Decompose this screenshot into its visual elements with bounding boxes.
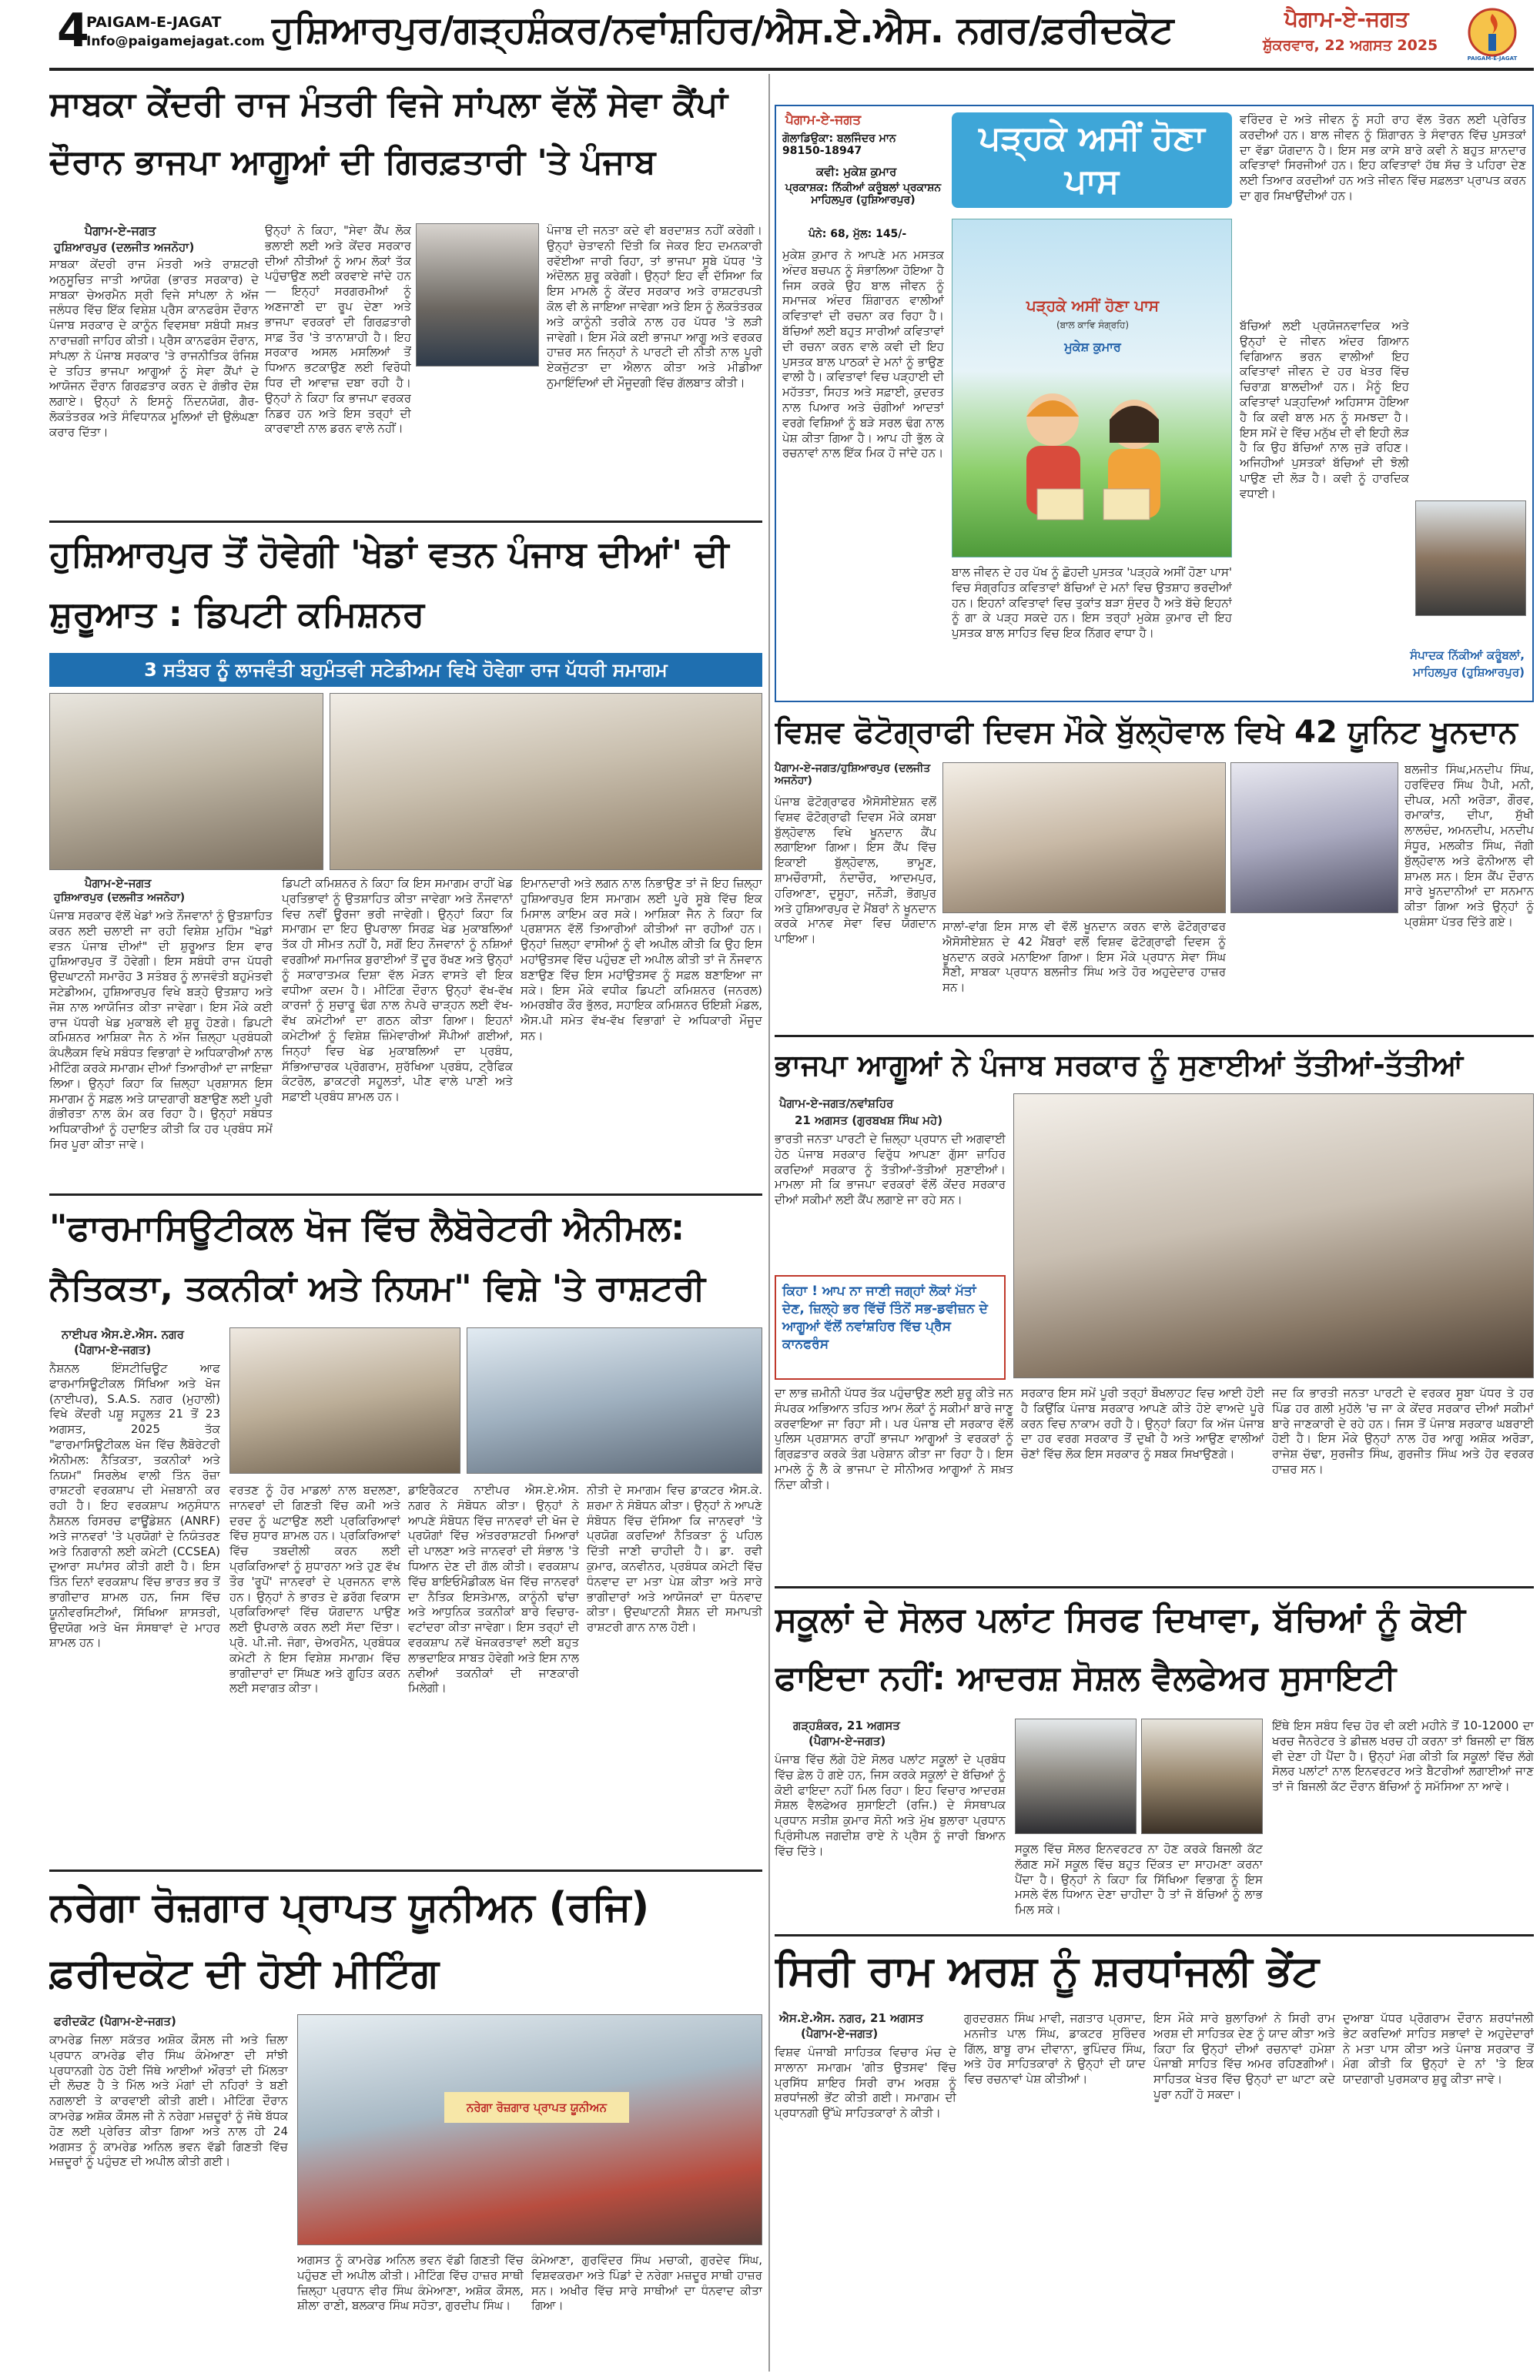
a2-col2: ਡਿਪਟੀ ਕਮਿਸ਼ਨਰ ਨੇ ਕਿਹਾ ਕਿ ਇਸ ਸਮਾਗਮ ਰਾਹੀਂ ਖੇਡ ਪ੍ਰਤਿਭਾਵਾਂ ਨੂੰ ਉਤਸ਼ਾਹਿਤ ਕੀਤਾ ਜਾਵੇਗਾ ਅਤੇ ਨੌਜਵਾਨਾਂ ਵਿਚ ਨਵੀਂ ਊਰਜਾ ਭਰੀ ਜਾਵੇਗੀ। ਉਨ੍ਹਾਂ ਕਿਹਾ ਕਿ ਸਮਾਗਮ ਦਾ ਇਹ ਉਪਰਾਲਾ ਸਿਰਫ਼ ਖੇਡ ਮੁਕਾਬਲਿਆਂ ਤੱਕ ਹੀ ਸੀਮਤ ਨਹੀਂ ਹੈ, ਸਗੋਂ ਇਹ ਨੌਜਵਾਨਾਂ ਨੂੰ ਨਸ਼ਿਆਂ ਵਰਗੀਆਂ ਸਮਾਜਿਕ ਬੁਰਾਈਆਂ ਤੋਂ ਦੂਰ ਰੱਖਣ ਅਤੇ ਉਨ੍ਹਾਂ ਨੂੰ ਸਕਾਰਾਤਮਕ ਦਿਸ਼ਾ ਵੱਲ ਮੋੜਨ ਵਾਸਤੇ ਵੀ ਇਕ ਵਧੀਆ ਕਦਮ ਹੈ। ਮੀਟਿੰਗ ਦੌਰਾਨ ਉਨ੍ਹਾਂ ਵੱਖ-ਵੱਖ ਕਾਰਜਾਂ ਨੂੰ ਸੁਚਾਰੂ ਢੰਗ ਨਾਲ ਨੇਪਰੇ ਚਾੜ੍ਹਨ ਲਈ ਵੱਖ-ਵੱਖ ਕਮੇਟੀਆਂ ਦਾ ਗਠਨ ਕੀਤਾ ਗਿਆ। ਇਹਨਾਂ ਕਮੇਟੀਆਂ ਨੂੰ ਵਿਸ਼ੇਸ਼ ਜ਼ਿੰਮੇਵਾਰੀਆਂ ਸੌਂਪੀਆਂ ਗਈਆਂ, ਜਿਨ੍ਹਾਂ ਵਿਚ ਖੇਡ ਮੁਕਾਬਲਿਆਂ ਦਾ ਪ੍ਰਬੰਧ, ਸੱਭਿਆਚਾਰਕ ਪ੍ਰੋਗਰਾਮ, ਸੁਰੱਖਿਆ ਪ੍ਰਬੰਧ, ਟ੍ਰੈਫਿਕ ਕੰਟਰੋਲ, ਡਾਕਟਰੀ ਸਹੂਲਤਾਂ, ਪੀਣ ਵਾਲੇ ਪਾਣੀ ਅਤੇ ਸਫ਼ਾਈ ਪ੍ਰਬੰਧ ਸ਼ਾਮਲ ਹਨ। <box>282 876 513 1104</box>
book-cover <box>952 219 1232 557</box>
a4-place: ਫਰੀਦਕੋਟ (ਪੈਗਾਮ-ਏ-ਜਗਤ) <box>54 2014 176 2028</box>
a8-col3: ਇਸ ਮੌਕੇ ਸਾਰੇ ਬੁਲਾਰਿਆਂ ਨੇ ਸਿਰੀ ਰਾਮ ਅਰਸ਼ ਦੀ ਸਾਹਿਤਕ ਦੇਣ ਨੂੰ ਯਾਦ ਕੀਤਾ ਅਤੇ ਕਿਹਾ ਕਿ ਉਨ੍ਹਾਂ ਦੀਆਂ ਰਚਨਾਵਾਂ ਹਮੇਸ਼ਾ ਪੰਜਾਬੀ ਸਾਹਿਤ ਵਿੱਚ ਅਮਰ ਰਹਿਣਗੀਆਂ। ਸਾਹਿਤਕ ਖੇਤਰ ਵਿੱਚ ਉਨ੍ਹਾਂ ਦਾ ਘਾਟਾ ਕਦੇ ਪੂਰਾ ਨਹੀਂ ਹੋ ਸਕਦਾ। <box>1153 2011 1335 2101</box>
headline-pharma: "ਫਾਰਮਾਸਿਊਟੀਕਲ ਖੋਜ ਵਿੱਚ ਲੈਬੋਰੇਟਰੀ ਐਨੀਮਲ: ਨੈਤਿਕਤਾ, ਤਕਨੀਕਾਂ ਅਤੇ ਨਿਯਮ" ਵਿਸ਼ੇ 'ਤੇ ਰਾਸ਼ਟਰੀ <box>49 1207 705 1308</box>
a2-strap: 3 ਸਤੰਬਰ ਨੂੰ ਲਾਜਵੰਤੀ ਬਹੁਮੰਤਵੀ ਸਟੇਡੀਅਮ ਵਿਖੇ ਹੋਵੇਗਾ ਰਾਜ ਪੱਧਰੀ ਸਮਾਗਮ <box>49 653 762 687</box>
a5-photo-left <box>942 762 1226 913</box>
rule-a3 <box>49 1870 762 1872</box>
a7-byline: (ਪੈਗਾਮ-ਏ-ਜਗਤ) <box>808 1734 886 1748</box>
headline-narega: ਨਰੇਗਾ ਰੋਜ਼ਗਾਰ ਪ੍ਰਾਪਤ ਯੂਨੀਅਨ (ਰਜਿ) ਫ਼ਰੀਦਕੋਟ ਦੀ ਹੋਈ ਮੀਟਿੰਗ <box>49 1884 650 1997</box>
brand-name-pb: ਪੈਗਾਮ-ਏ-ਜਗਤ <box>1284 6 1409 32</box>
cover-author: ਮੁਕੇਸ਼ ਕੁਮਾਰ <box>1064 340 1121 354</box>
a6-col1: ਦਾ ਲਾਭ ਜ਼ਮੀਨੀ ਪੱਧਰ ਤੱਕ ਪਹੁੰਚਾਉਣ ਲਈ ਸ਼ੁਰੂ ਕੀਤੇ ਜਨ ਸੰਪਰਕ ਅਭਿਆਨ ਤਹਿਤ ਆਮ ਲੋਕਾਂ ਨੂੰ ਸਕੀਮਾਂ ਬਾਰੇ ਜਾਣੂ ਕਰਵਾਇਆ ਜਾ ਰਿਹਾ ਸੀ। ਪਰ ਪੰਜਾਬ ਦੀ ਸਰਕਾਰ ਵੱਲੋਂ ਪੁਲਿਸ ਪ੍ਰਸ਼ਾਸਨ ਰਾਹੀਂ ਭਾਜਪਾ ਆਗੂਆਂ ਤੇ ਵਰਕਰਾਂ ਨੂੰ ਗ੍ਰਿਫ਼ਤਾਰ ਕਰਕੇ ਤੰਗ ਪਰੇਸ਼ਾਨ ਕੀਤਾ ਜਾ ਰਿਹਾ ਹੈ। ਇਸ ਮਾਮਲੇ ਨੂੰ ਲੈ ਕੇ ਭਾਜਪਾ ਦੇ ਸੀਨੀਅਰ ਆਗੂਆਂ ਨੇ ਸਖ਼ਤ ਨਿੰਦਾ ਕੀਤੀ। <box>775 1386 1013 1491</box>
a5-photo-right <box>1230 762 1398 913</box>
headline-khedan: ਹੁਸ਼ਿਆਰਪੁਰ ਤੋਂ ਹੋਵੇਗੀ 'ਖੇਡਾਂ ਵਤਨ ਪੰਜਾਬ ਦੀਆਂ' ਦੀ ਸ਼ੁਰੂਆਤ : ਡਿਪਟੀ ਕਮਿਸ਼ਨਰ <box>49 533 729 634</box>
a7-place: ਗੜ੍ਹਸ਼ੰਕਰ, 21 ਅਗਸਤ <box>793 1719 900 1732</box>
a8-col2: ਗੁਰਦਰਸ਼ਨ ਸਿੰਘ ਮਾਵੀ, ਜਗਤਾਰ ਪ੍ਰਸਾਦ, ਮਨਜੀਤ ਪਾਲ ਸਿੰਘ, ਡਾਕਟਰ ਸੁਰਿੰਦਰ ਗਿੱਲ, ਬਾਬੂ ਰਾਮ ਦੀਵਾਨਾ, ਭੁਪਿੰਦਰ ਸਿੰਘ, ਅਤੇ ਹੋਰ ਸਾਹਿਤਕਾਰਾਂ ਨੇ ਉਨ੍ਹਾਂ ਦੀ ਯਾਦ ਵਿਚ ਰਚਨਾਵਾਂ ਪੇਸ਼ ਕੀਤੀਆਂ। <box>964 2011 1146 2087</box>
book-title-card <box>952 112 1232 208</box>
masthead-cities: ਹੁਸ਼ਿਆਰਪੁਰ/ਗੜ੍ਹਸ਼ੰਕਰ/ਨਵਾਂਸ਼ਹਿਰ/ਐਸ.ਏ.ਐਸ. ਨਗਰ/ਫ਼ਰੀਦਕੋਟ <box>271 8 1174 52</box>
cover-title: ਪੜ੍ਹਕੇ ਅਸੀਂ ਹੋਣਾ ਪਾਸ <box>1026 296 1160 315</box>
brand-logo <box>1454 3 1531 65</box>
book-badge: ਪੈਗਾਮ-ਏ-ਜਗਤ <box>785 112 862 128</box>
headline-tribute: ਸਿਰੀ ਰਾਮ ਅਰਸ਼ ਨੂੰ ਸ਼ਰਧਾਂਜਲੀ ਭੇਂਟ <box>775 1947 1320 1995</box>
headline-photography: ਵਿਸ਼ਵ ਫੋਟੋਗ੍ਰਾਫੀ ਦਿਵਸ ਮੌਕੇ ਬੁੱਲ੍ਹੋਵਾਲ ਵਿਖੇ 42 ਯੂਨਿਟ ਖੂਨਦਾਨ <box>775 715 1518 750</box>
a5-col2: ਸਾਲਾਂ-ਵਾਂਗ ਇਸ ਸਾਲ ਵੀ ਵੱਲੋਂ ਖੂਨਦਾਨ ਕਰਨ ਵਾਲੇ ਫੋਟੋਗ੍ਰਾਫਰ ਐਸੋਸੀਏਸ਼ਨ ਦੇ 42 ਮੈਂਬਰਾਂ ਵਲੋਂ ਵਿਸ਼ਵ ਫੋਟੋਗ੍ਰਾਫੀ ਦਿਵਸ ਨੂੰ ਖੂਨਦਾਨ ਕਰਕੇ ਮਨਾਇਆ ਗਿਆ। ਇਸ ਮੌਕੇ ਪ੍ਰਧਾਨ ਸੇਵਾ ਸਿੰਘ ਸੈਣੀ, ਸਾਬਕਾ ਪ੍ਰਧਾਨ ਬਲਜੀਤ ਸਿੰਘ ਅਤੇ ਹੋਰ ਅਹੁਦੇਦਾਰ ਹਾਜ਼ਰ ਸਨ। <box>942 919 1226 995</box>
column-divider <box>768 74 770 2372</box>
a6-place: ਪੈਗਾਮ-ਏ-ਜਗਤ/ਨਵਾਂਸ਼ਹਿਰ <box>779 1096 894 1110</box>
brand-email: Info@paigamejagat.com <box>86 34 265 49</box>
a4-photo <box>297 2014 762 2245</box>
masthead-date: ਸ਼ੁੱਕਰਵਾਰ, 22 ਅਗਸਤ 2025 <box>1263 37 1438 54</box>
book-col1: ਮੁਕੇਸ਼ ਕੁਮਾਰ ਨੇ ਆਪਣੇ ਮਨ ਮਸਤਕ ਅੰਦਰ ਬਚਪਨ ਨੂੰ ਸੰਭਾਲਿਆ ਹੋਇਆ ਹੈ ਜਿਸ ਕਰਕੇ ਉਹ ਬਾਲ ਜੀਵਨ ਨੂੰ ਸਮਾਜਕ ਅੰਦਰ ਸ਼ਿੰਗਾਰਨ ਵਾਲੀਆਂ ਕਵਿਤਾਵਾਂ ਦੀ ਰਚਨਾ ਕਰ ਰਿਹਾ ਹੈ। ਬੱਚਿਆਂ ਲਈ ਬਹੁਤ ਸਾਰੀਆਂ ਕਵਿਤਾਵਾਂ ਦੀ ਰਚਨਾ ਕਰਨ ਵਾਲੇ ਕਵੀ ਦੀ ਇਹ ਪੁਸਤਕ ਬਾਲ ਪਾਠਕਾਂ ਦੇ ਮਨਾਂ ਨੂੰ ਭਾਉਣ ਵਾਲੀ ਹੈ। ਕਵਿਤਾਵਾਂ ਵਿਚ ਪੜ੍ਹਾਈ ਦੀ ਮਹੱਤਤਾ, ਸਿਹਤ ਅਤੇ ਸਫ਼ਾਈ, ਕੁਦਰਤ ਨਾਲ ਪਿਆਰ ਅਤੇ ਚੰਗੀਆਂ ਆਦਤਾਂ ਵਰਗੇ ਵਿਸ਼ਿਆਂ ਨੂੰ ਬੜੇ ਸਰਲ ਢੰਗ ਨਾਲ ਪੇਸ਼ ਕੀਤਾ ਗਿਆ ਹੈ। ਆਪ ਹੀ ਭੁੱਲ ਕੇ ਰਚਨਾਵਾਂ ਨਾਲ ਇੱਕ ਮਿਕ ਹੋ ਜਾਂਦੇ ਹਨ। <box>782 248 944 460</box>
headline-bjp: ਭਾਜਪਾ ਆਗੂਆਂ ਨੇ ਪੰਜਾਬ ਸਰਕਾਰ ਨੂੰ ਸੁਣਾਈਆਂ ਤੱਤੀਆਂ-ਤੱਤੀਆਂ <box>775 1048 1464 1082</box>
a1-col1: ਸਾਬਕਾ ਕੇਂਦਰੀ ਰਾਜ ਮੰਤਰੀ ਅਤੇ ਰਾਸ਼ਟਰੀ ਅਨੁਸੂਚਿਤ ਜਾਤੀ ਆਯੋਗ (ਭਾਰਤ ਸਰਕਾਰ) ਦੇ ਸਾਬਕਾ ਚੇਅਰਮੈਨ ਸ੍ਰੀ ਵਿਜੇ ਸਾਂਪਲਾ ਨੇ ਅੱਜ ਜਲੰਧਰ ਵਿੱਚ ਇੱਕ ਵਿਸ਼ੇਸ਼ ਪ੍ਰੈਸ ਕਾਨਫਰੰਸ ਦੌਰਾਨ ਪੰਜਾਬ ਸਰਕਾਰ ਦੇ ਕਾਨੂੰਨ ਵਿਵਸਥਾ ਸਬੰਧੀ ਸਖ਼ਤ ਨਾਰਾਜ਼ਗੀ ਜਾਹਿਰ ਕੀਤੀ। ਪ੍ਰੈਸ ਕਾਨਫਰੰਸ ਦੌਰਾਨ, ਸਾਂਪਲਾ ਨੇ ਪੰਜਾਬ ਸਰਕਾਰ 'ਤੇ ਰਾਜਨੀਤਿਕ ਰੰਜਿਸ਼ ਦੇ ਤਹਿਤ ਭਾਜਪਾ ਆਗੂਆਂ ਨੂੰ ਸੇਵਾ ਕੈਂਪਾਂ ਦੇ ਆਯੋਜਨ ਦੌਰਾਨ ਗਿਰਫ਼ਤਾਰ ਕਰਨ ਦੇ ਗੰਭੀਰ ਦੋਸ਼ ਲਗਾਏ। ਉਨ੍ਹਾਂ ਨੇ ਇਸਨੂੰ ਨਿੰਦਨਯੋਗ, ਗੈਰ-ਲੋਕਤੰਤਰਕ ਅਤੇ ਸੰਵਿਧਾਨਕ ਮੂਲਿਆਂ ਦੀ ਉਲੰਘਣਾ ਕਰਾਰ ਦਿੱਤਾ। <box>49 257 259 439</box>
book-sig-name: ਸੰਪਾਦਕ ਨਿੱਕੀਆਂ ਕਰੂੰਬਲਾਂ, <box>1410 648 1525 662</box>
a8-col1: ਵਿਸ਼ਵ ਪੰਜਾਬੀ ਸਾਹਿਤਕ ਵਿਚਾਰ ਮੰਚ ਦੇ ਸਾਲਾਨਾ ਸਮਾਗਮ 'ਗੀਤ ਉਤਸਵ' ਵਿੱਚ ਪ੍ਰਸਿੱਧ ਸ਼ਾਇਰ ਸਿਰੀ ਰਾਮ ਅਰਸ਼ ਨੂੰ ਸ਼ਰਧਾਂਜਲੀ ਭੇਂਟ ਕੀਤੀ ਗਈ। ਸਮਾਗਮ ਦੀ ਪ੍ਰਧਾਨਗੀ ਉੱਘੇ ਸਾਹਿਤਕਾਰਾਂ ਨੇ ਕੀਤੀ। <box>775 2045 956 2121</box>
a3-col1: ਨੈਸ਼ਨਲ ਇੰਸਟੀਚਿਊਟ ਆਫ ਫਾਰਮਾਸਿਊਟੀਕਲ ਸਿੱਖਿਆ ਅਤੇ ਖੋਜ (ਨਾਈਪਰ), S.A.S. ਨਗਰ (ਮੁਹਾਲੀ) ਵਿਖੇ ਕੇਂਦਰੀ ਪਸ਼ੂ ਸਹੂਲਤ 21 ਤੋਂ 23 ਅਗਸਤ, 2025 ਤੱਕ "ਫਾਰਮਾਸਿਊਟੀਕਲ ਖੋਜ ਵਿੱਚ ਲੈਬੋਰੇਟਰੀ ਐਨੀਮਲ: ਨੈਤਿਕਤਾ, ਤਕਨੀਕਾਂ ਅਤੇ ਨਿਯਮ" ਸਿਰਲੇਖ ਵਾਲੀ ਤਿੰਨ ਰੋਜ਼ਾ ਰਾਸ਼ਟਰੀ ਵਰਕਸ਼ਾਪ ਦੀ ਮੇਜ਼ਬਾਨੀ ਕਰ ਰਹੀ ਹੈ। ਇਹ ਵਰਕਸ਼ਾਪ ਅਨੁਸੰਧਾਨ ਨੈਸ਼ਨਲ ਰਿਸਰਚ ਫਾਊਂਡੇਸ਼ਨ (ANRF) ਅਤੇ ਜਾਨਵਰਾਂ 'ਤੇ ਪ੍ਰਯੋਗਾਂ ਦੇ ਨਿਯੰਤਰਣ ਅਤੇ ਨਿਗਰਾਨੀ ਲਈ ਕਮੇਟੀ (CCSEA) ਦੁਆਰਾ ਸਪਾਂਸਰ ਕੀਤੀ ਗਈ ਹੈ। ਇਸ ਤਿੰਨ ਦਿਨਾਂ ਵਰਕਸ਼ਾਪ ਵਿੱਚ ਭਾਰਤ ਭਰ ਤੋਂ ਭਾਗੀਦਾਰ ਸ਼ਾਮਲ ਹਨ, ਜਿਸ ਵਿੱਚ ਯੂਨੀਵਰਸਿਟੀਆਂ, ਸਿੱਖਿਆ ਸ਼ਾਸਤਰੀ, ਉਦਯੋਗ ਅਤੇ ਖੋਜ ਸੰਸਥਾਵਾਂ ਦੇ ਮਾਹਰ ਸ਼ਾਮਲ ਹਨ। <box>49 1361 220 1650</box>
page-number: 4 <box>57 4 89 58</box>
a7-col3: ਇੱਥੇ ਇਸ ਸਬੰਧ ਵਿਚ ਹੋਰ ਵੀ ਕਈ ਮਹੀਨੇ ਤੋਂ 10-12000 ਦਾ ਖਰਚ ਜੈਨਰੇਟਰ ਤੇ ਡੀਜ਼ਲ ਖਰਚ ਹੀ ਕਰਨਾ ਤਾਂ ਬਿਜਲੀ ਦਾ ਬਿੱਲ ਵੀ ਦੇਣਾ ਹੀ ਪੈਂਦਾ ਹੈ। ਉਨ੍ਹਾਂ ਮੰਗ ਕੀਤੀ ਕਿ ਸਕੂਲਾਂ ਵਿੱਚ ਲੱਗੇ ਸੋਲਰ ਪਲਾਂਟਾਂ ਨਾਲ ਇਨਵਰਟਰ ਅਤੇ ਬੈਟਰੀਆਂ ਲਗਾਈਆਂ ਜਾਣ ਤਾਂ ਜੋ ਬਿਜਲੀ ਕੱਟ ਦੌਰਾਨ ਬੱਚਿਆਂ ਨੂੰ ਸਮੱਸਿਆ ਨਾ ਆਵੇ। <box>1272 1719 1534 1794</box>
cover-sub: (ਬਾਲ ਕਾਵਿ ਸੰਗ੍ਰਹਿ) <box>1056 320 1130 330</box>
rule-a2 <box>49 1193 762 1196</box>
a8-col4: ਦੁਆਬਾ ਪੱਧਰ ਪ੍ਰੋਗਰਾਮ ਦੌਰਾਨ ਸ਼ਰਧਾਂਜਲੀ ਭੇਟ ਕਰਦਿਆਂ ਸਾਹਿਤ ਸਭਾਵਾਂ ਦੇ ਅਹੁਦੇਦਾਰਾਂ ਨੇ ਮਤਾ ਪਾਸ ਕੀਤਾ ਅਤੇ ਪੰਜਾਬ ਸਰਕਾਰ ਤੋਂ ਮੰਗ ਕੀਤੀ ਕਿ ਉਨ੍ਹਾਂ ਦੇ ਨਾਂ 'ਤੇ ਇਕ ਯਾਦਗਾਰੀ ਪੁਰਸਕਾਰ ਸ਼ੁਰੂ ਕੀਤਾ ਜਾਵੇ। <box>1343 2011 1534 2087</box>
logo-text: PAIGAM-E-JAGAT <box>1467 55 1518 62</box>
children-reading-icon <box>983 373 1202 551</box>
a5-col1: ਪੰਜਾਬ ਫੋਟੋਗ੍ਰਾਫਰ ਐਸੋਸੀਏਸ਼ਨ ਵਲੋਂ ਵਿਸ਼ਵ ਫੋਟੋਗ੍ਰਾਫੀ ਦਿਵਸ ਮੌਕੇ ਕਸਬਾ ਬੁੱਲ੍ਹੋਵਾਲ ਵਿਖੇ ਖੂਨਦਾਨ ਕੈਂਪ ਲਗਾਇਆ ਗਿਆ। ਇਸ ਕੈਂਪ ਵਿੱਚ ਇਕਾਈ ਬੁੱਲ੍ਹੋਵਾਲ, ਭਾਮੂਣ, ਸ਼ਾਮਚੌਰਾਸੀ, ਨੰਦਾਚੌਰ, ਆਦਮਪੁਰ, ਹਰਿਆਣਾ, ਦੁਸੂਹਾ, ਜਨੌੜੀ, ਭੋਗਪੁਰ ਅਤੇ ਹੁਸ਼ਿਆਰਪੁਰ ਦੇ ਮੈਂਬਰਾਂ ਨੇ ਖੂਨਦਾਨ ਕਰਕੇ ਮਾਨਵ ਸੇਵਾ ਵਿਚ ਯੋਗਦਾਨ ਪਾਇਆ। <box>775 795 936 946</box>
a8-byline: (ਪੈਗਾਮ-ਏ-ਜਗਤ) <box>801 2027 879 2040</box>
a5-col3: ਬਲਜੀਤ ਸਿੰਘ,ਮਨਦੀਪ ਸਿੰਘ, ਹਰਵਿੰਦਰ ਸਿੰਘ ਹੈਪੀ, ਮਨੀ, ਦੀਪਕ, ਮਨੀ ਅਰੋੜਾ, ਗੌਰਵ, ਰਮਾਕਾਂਤ, ਦੀਪਾ, ਸੁੱਖੀ ਲਾਲਚੰਦ, ਅਮਨਦੀਪ, ਮਨਦੀਪ ਸੰਧੂਰ, ਮਲਕੀਤ ਸਿੰਘ, ਜੱਗੀ ਬੁੱਲ੍ਹੋਵਾਲ ਅਤੇ ਫੋਨੀਆਲ ਵੀ ਸ਼ਾਮਲ ਸਨ। ਇਸ ਕੈਂਪ ਦੌਰਾਨ ਸਾਰੇ ਖੂਨਦਾਨੀਆਂ ਦਾ ਸਨਮਾਨ ਕੀਤਾ ਗਿਆ ਅਤੇ ਉਨ੍ਹਾਂ ਨੂੰ ਪ੍ਰਸ਼ੰਸਾ ਪੱਤਰ ਦਿੱਤੇ ਗਏ। <box>1404 762 1534 929</box>
a1-byline: ਪੈਗਾਮ-ਏ-ਜਗਤ <box>85 223 156 238</box>
book-meta2: ਪ੍ਰਕਾਸ਼ਕ: ਨਿੱਕੀਆਂ ਕਰੂੰਬਲਾਂ ਪ੍ਰਕਾਸ਼ਨ ਮਾਹਿਲਪੁਰ (ਹੁਸ਼ਿਆਰਪੁਰ) <box>785 182 942 206</box>
book-meta3: ਪੰਨੇ: 68, ਮੁੱਲ: 145/- <box>808 228 907 240</box>
book-place: ਗੋਲਾਡਿਉਕਾ: ਬਲਜਿੰਦਰ ਮਾਨ 98150-18947 <box>782 132 896 157</box>
a7-col1: ਪੰਜਾਬ ਵਿੱਚ ਲੱਗੇ ਹੋਏ ਸੋਲਰ ਪਲਾਂਟ ਸਕੂਲਾਂ ਦੇ ਪ੍ਰਬੰਧ ਵਿੱਚ ਫ਼ੇਲ ਹੋ ਗਏ ਹਨ, ਜਿਸ ਕਰਕੇ ਸਕੂਲਾਂ ਦੇ ਬੱਚਿਆਂ ਨੂੰ ਕੋਈ ਫਾਇਦਾ ਨਹੀਂ ਮਿਲ ਰਿਹਾ। ਇਹ ਵਿਚਾਰ ਆਦਰਸ਼ ਸੋਸ਼ਲ ਵੈਲਫੇਅਰ ਸੁਸਾਇਟੀ (ਰਜਿ.) ਦੇ ਸੰਸਥਾਪਕ ਪ੍ਰਧਾਨ ਸਤੀਸ਼ ਕੁਮਾਰ ਸੋਨੀ ਅਤੇ ਮੁੱਖ ਬੁਲਾਰਾ ਪ੍ਰਧਾਨ ਪ੍ਰਿੰਸੀਪਲ ਜਗਦੀਸ਼ ਰਾਏ ਨੇ ਪ੍ਰੈਸ ਨੂੰ ਜਾਰੀ ਬਿਆਨ ਵਿੱਚ ਦਿੱਤੇ। <box>775 1752 1006 1858</box>
editor-photo <box>1415 500 1526 616</box>
book-meta1: ਕਵੀ: ਮੁਕੇਸ਼ ਕੁਮਾਰ <box>816 165 897 179</box>
rule-a1 <box>49 521 762 523</box>
a3-col2: ਵਰਤਣ ਨੂੰ ਹੋਰ ਮਾਡਲਾਂ ਨਾਲ ਬਦਲਣਾ, ਜਾਨਵਰਾਂ ਦੀ ਗਿਣਤੀ ਵਿੱਚ ਕਮੀ ਅਤੇ ਦਰਦ ਨੂੰ ਘਟਾਉਣ ਲਈ ਪ੍ਰਕਿਰਿਆਵਾਂ ਵਿੱਚ ਸੁਧਾਰ ਸ਼ਾਮਲ ਹਨ। ਪ੍ਰਕਿਰਿਆਵਾਂ ਵਿੱਚ ਤਬਦੀਲੀ ਕਰਨ ਲਈ ਪ੍ਰਕਿਰਿਆਵਾਂ ਨੂੰ ਸੁਧਾਰਨਾ ਅਤੇ ਹੁਣ ਵੱਖ ਤੌਰ 'ਰੂਪੋਂ' ਜਾਨਵਰਾਂ ਦੇ ਪ੍ਰਜਨਨ ਵਾਲੇ ਹਨ। ਉਨ੍ਹਾਂ ਨੇ ਭਾਰਤ ਦੇ ਡਰੱਗ ਵਿਕਾਸ ਪ੍ਰਕਿਰਿਆਵਾਂ ਵਿੱਚ ਯੋਗਦਾਨ ਪਾਉਣ ਲਈ ਉਪਰਾਲੇ ਕਰਨ ਲਈ ਸੱਦਾ ਦਿੱਤਾ। ਪ੍ਰੋ. ਪੀ.ਜੀ. ਜੰਗਾ, ਚੇਅਰਮੈਨ, ਪ੍ਰਬੰਧਕ ਕਮੇਟੀ ਨੇ ਇਸ ਵਿਸ਼ੇਸ਼ ਸਮਾਗਮ ਵਿੱਚ ਭਾਗੀਦਾਰਾਂ ਦਾ ਸਿੱਘਣ ਅਤੇ ਗੂਹਿਤ ਕਰਨ ਲਈ ਸਵਾਗਤ ਕੀਤਾ। <box>229 1483 400 1695</box>
a2-place: ਹੁਸ਼ਿਆਰਪੁਰ (ਦਲਜੀਤ ਅਜਨੋਹਾ) <box>54 892 186 904</box>
a7-photo-1 <box>1015 1719 1137 1834</box>
book-col4: ਬੱਚਿਆਂ ਲਈ ਪ੍ਰਯੋਜਨਵਾਦਿਕ ਅਤੇ ਉਨ੍ਹਾਂ ਦੇ ਜੀਵਨ ਅੰਦਰ ਗਿਆਨ ਵਿਗਿਆਨ ਭਰਨ ਵਾਲੀਆਂ ਇਹ ਕਵਿਤਾਵਾਂ ਜੀਵਨ ਦੇ ਹਰ ਖੇਤਰ ਵਿੱਚ ਚਿਰਾਗ਼ ਬਾਲਦੀਆਂ ਹਨ। ਮੈਨੂੰ ਇਹ ਕਵਿਤਾਵਾਂ ਪੜ੍ਹਦਿਆਂ ਅਹਿਸਾਸ ਹੋਇਆ ਹੈ ਕਿ ਕਵੀ ਬਾਲ ਮਨ ਨੂੰ ਸਮਝਦਾ ਹੈ। ਇਸ ਸਮੇਂ ਦੇ ਵਿੱਚ ਮਨੁੱਖ ਦੀ ਵੀ ਇਹੀ ਲੋੜ ਹੈ ਕਿ ਉਹ ਬੱਚਿਆਂ ਨਾਲ ਜੁੜੇ ਰਹਿਣ। ਅਜਿਹੀਆਂ ਪੁਸਤਕਾਂ ਬੱਚਿਆਂ ਦੀ ਝੋਲੀ ਪਾਉਣ ਦੀ ਲੋੜ ਹੈ। ਕਵੀ ਨੂੰ ਹਾਰਦਿਕ ਵਧਾਈ। <box>1240 319 1409 500</box>
a3-col4: ਨੀਤੀ ਦੇ ਸਮਾਗਮ ਵਿਚ ਡਾਕਟਰ ਐਸ.ਕੇ. ਸ਼ਰਮਾ ਨੇ ਸੰਬੋਧਨ ਕੀਤਾ। ਉਨ੍ਹਾਂ ਨੇ ਆਪਣੇ ਸੰਬੋਧਨ ਵਿੱਚ ਦੱਸਿਆ ਕਿ ਜਾਨਵਰਾਂ 'ਤੇ ਪ੍ਰਯੋਗ ਕਰਦਿਆਂ ਨੈਤਿਕਤਾ ਨੂੰ ਪਹਿਲ ਦਿੱਤੀ ਜਾਣੀ ਚਾਹੀਦੀ ਹੈ। ਡਾ. ਰਵੀ ਕੁਮਾਰ, ਕਨਵੀਨਰ, ਪ੍ਰਬੰਧਕ ਕਮੇਟੀ ਵਿੱਚ ਧੰਨਵਾਦ ਦਾ ਮਤਾ ਪੇਸ਼ ਕੀਤਾ ਅਤੇ ਸਾਰੇ ਭਾਗੀਦਾਰਾਂ ਅਤੇ ਆਯੋਜਕਾਂ ਦਾ ਧੰਨਵਾਦ ਕੀਤਾ। ਉਦਘਾਟਨੀ ਸੈਸ਼ਨ ਦੀ ਸਮਾਪਤੀ ਰਾਸ਼ਟਰੀ ਗਾਨ ਨਾਲ ਹੋਈ। <box>587 1483 762 1635</box>
a6-photo <box>1013 1093 1534 1378</box>
a3-photo-left <box>229 1327 460 1474</box>
rule-a7 <box>775 1934 1534 1936</box>
a7-photo-2 <box>1141 1719 1263 1834</box>
a1-col2: ਉਨ੍ਹਾਂ ਨੇ ਕਿਹਾ, "ਸੇਵਾ ਕੈਂਪ ਲੋਕ ਭਲਾਈ ਲਈ ਅਤੇ ਕੇਂਦਰ ਸਰਕਾਰ ਦੀਆਂ ਨੀਤੀਆਂ ਨੂੰ ਆਮ ਲੋਕਾਂ ਤੱਕ ਪਹੁੰਚਾਉਣ ਲਈ ਕਰਵਾਏ ਜਾਂਦੇ ਹਨ — ਇਨ੍ਹਾਂ ਸਰਗਰਮੀਆਂ ਨੂੰ ਅਣਜਾਣੀ ਦਾ ਰੂਪ ਦੇਣਾ ਅਤੇ ਭਾਜਪਾ ਵਰਕਰਾਂ ਦੀ ਗਿਰਫ਼ਤਾਰੀ ਸਾਫ਼ ਤੌਰ 'ਤੇ ਤਾਨਾਸ਼ਾਹੀ ਹੈ। ਇਹ ਸਰਕਾਰ ਅਸਲ ਮਸਲਿਆਂ ਤੋਂ ਧਿਆਨ ਭਟਕਾਉਣ ਲਈ ਵਿਰੋਧੀ ਧਿਰ ਦੀ ਆਵਾਜ਼ ਦਬਾ ਰਹੀ ਹੈ। ਉਨ੍ਹਾਂ ਨੇ ਕਿਹਾ ਕਿ ਭਾਜਪਾ ਵਰਕਰ ਨਿਡਰ ਹਨ ਅਤੇ ਇਸ ਤਰ੍ਹਾਂ ਦੀ ਕਾਰਵਾਈ ਨਾਲ ਡਰਨ ਵਾਲੇ ਨਹੀਂ। <box>265 223 411 436</box>
a3-photo-right <box>467 1327 762 1474</box>
brand-name: PAIGAM-E-JAGAT <box>86 14 222 31</box>
a8-place: ਐਸ.ਏ.ਐਸ. ਨਗਰ, 21 ਅਗਸਤ <box>779 2011 924 2025</box>
a6-callout <box>775 1275 1006 1380</box>
book-col2: ਬਾਲ ਜੀਵਨ ਦੇ ਹਰ ਪੱਖ ਨੂੰ ਛੋਹਦੀ ਪੁਸਤਕ 'ਪੜ੍ਹਕੇ ਅਸੀਂ ਹੋਣਾ ਪਾਸ' ਵਿਚ ਸੰਗ੍ਰਹਿਤ ਕਵਿਤਾਵਾਂ ਬੱਚਿਆਂ ਦੇ ਮਨਾਂ ਵਿਚ ਉਤਸ਼ਾਹ ਭਰਦੀਆਂ ਹਨ। ਇਹਨਾਂ ਕਵਿਤਾਵਾਂ ਵਿਚ ਤੁਕਾਂਤ ਬੜਾ ਸੁੰਦਰ ਹੈ ਅਤੇ ਬੱਚੇ ਇਹਨਾਂ ਨੂੰ ਗਾ ਕੇ ਪੜ੍ਹ ਸਕਦੇ ਹਨ। ਇਸ ਤਰ੍ਹਾਂ ਮੁਕੇਸ਼ ਕੁਮਾਰ ਦੀ ਇਹ ਪੁਸਤਕ ਬਾਲ ਸਾਹਿਤ ਵਿਚ ਇਕ ਨਿੱਗਰ ਵਾਧਾ ਹੈ। <box>952 565 1232 641</box>
a2-byline: ਪੈਗਾਮ-ਏ-ਜਗਤ <box>85 876 152 890</box>
a6-col3: ਜਦ ਕਿ ਭਾਰਤੀ ਜਨਤਾ ਪਾਰਟੀ ਦੇ ਵਰਕਰ ਸੂਬਾ ਪੱਧਰ ਤੇ ਹਰ ਪਿੰਡ ਹਰ ਗਲੀ ਮੁਹੱਲੇ 'ਚ ਜਾ ਕੇ ਕੇਂਦਰ ਸਰਕਾਰ ਦੀਆਂ ਸਕੀਮਾਂ ਬਾਰੇ ਜਾਣਕਾਰੀ ਦੇ ਰਹੇ ਹਨ। ਜਿਸ ਤੋਂ ਪੰਜਾਬ ਸਰਕਾਰ ਘਬਰਾਈ ਹੋਈ ਹੈ। ਇਸ ਮੌਕੇ ਉਨ੍ਹਾਂ ਨਾਲ ਹੋਰ ਆਗੂ ਅਸ਼ੋਕ ਅਰੋੜਾ, ਰਾਜੇਸ਼ ਚੱਢਾ, ਸੁਰਜੀਤ ਸਿੰਘ, ਗੁਰਜੀਤ ਸਿੰਘ ਅਤੇ ਹੋਰ ਵਰਕਰ ਹਾਜ਼ਰ ਸਨ। <box>1272 1386 1534 1476</box>
a2-col3: ਇਮਾਨਦਾਰੀ ਅਤੇ ਲਗਨ ਨਾਲ ਨਿਭਾਉਣ ਤਾਂ ਜੋ ਇਹ ਜ਼ਿਲ੍ਹਾ ਹੁਸ਼ਿਆਰਪੁਰ ਇਸ ਸਮਾਗਮ ਲਈ ਪੂਰੇ ਸੂਬੇ ਵਿੱਚ ਇਕ ਮਿਸਾਲ ਕਾਇਮ ਕਰ ਸਕੇ। ਆਸ਼ਿਕਾ ਜੈਨ ਨੇ ਕਿਹਾ ਕਿ ਪ੍ਰਸ਼ਾਸਨ ਵੱਲੋਂ ਤਿਆਰੀਆਂ ਕੀਤੀਆਂ ਜਾ ਰਹੀਆਂ ਹਨ। ਉਨ੍ਹਾਂ ਜ਼ਿਲ੍ਹਾ ਵਾਸੀਆਂ ਨੂੰ ਵੀ ਅਪੀਲ ਕੀਤੀ ਕਿ ਉਹ ਇਸ ਮਹਾਂਉਤਸਵ ਵਿੱਚ ਪਹੁੰਚਣ ਦੀ ਅਪੀਲ ਕੀਤੀ ਤਾਂ ਜੋ ਨੌਜਵਾਨ ਬਣਾਉਣ ਵਿੱਚ ਇਸ ਮਹਾਂਉਤਸਵ ਨੂੰ ਸਫ਼ਲ ਬਣਾਇਆ ਜਾ ਸਕੇ। ਇਸ ਮੌਕੇ ਵਧੀਕ ਡਿਪਟੀ ਕਮਿਸ਼ਨਰ (ਜਨਰਲ) ਅਮਰਬੀਰ ਕੌਰ ਭੁੱਲਰ, ਸਹਾਇਕ ਕਮਿਸ਼ਨਰ ਓਇਸ਼ੀ ਮੰਡਲ, ਐਸ.ਪੀ ਸਮੇਤ ਵੱਖ-ਵੱਖ ਵਿਭਾਗਾਂ ਦੇ ਅਧਿਕਾਰੀ ਮੌਜੂਦ ਸਨ। <box>521 876 762 1043</box>
a7-col2: ਸਕੂਲ ਵਿੱਚ ਸੋਲਰ ਇਨਵਰਟਰ ਨਾ ਹੋਣ ਕਰਕੇ ਬਿਜਲੀ ਕੱਟ ਲੱਗਣ ਸਮੇਂ ਸਕੂਲ ਵਿੱਚ ਬਹੁਤ ਦਿੱਕਤ ਦਾ ਸਾਹਮਣਾ ਕਰਨਾ ਪੈਂਦਾ ਹੈ। ਉਨ੍ਹਾਂ ਨੇ ਕਿਹਾ ਕਿ ਸਿੱਖਿਆ ਵਿਭਾਗ ਨੂੰ ਇਸ ਮਸਲੇ ਵੱਲ ਧਿਆਨ ਦੇਣਾ ਚਾਹੀਦਾ ਹੈ ਤਾਂ ਜੋ ਬੱਚਿਆਂ ਨੂੰ ਲਾਭ ਮਿਲ ਸਕੇ। <box>1015 1842 1263 1917</box>
rule-a6 <box>775 1586 1534 1588</box>
a4-col1: ਕਾਮਰੇਡ ਜਿਲਾ ਸਕੱਤਰ ਅਸ਼ੋਕ ਕੌਸਲ ਜੀ ਅਤੇ ਜ਼ਿਲਾ ਪ੍ਰਧਾਨ ਕਾਮਰੇਡ ਵੀਰ ਸਿੰਘ ਕੰਮੇਆਣਾ ਦੀ ਸਾਂਝੀ ਪ੍ਰਧਾਨਗੀ ਹੇਠ ਹੋਈ ਜਿੱਥੇ ਆਈਆਂ ਔਰਤਾਂ ਦੀ ਮਿੱਲਤਾ ਦੀ ਲੋਚਣ ਹੈ ਤੇ ਮਿੱਲ ਅਤੇ ਮੰਗਾਂ ਦੀ ਨਹਿਰਾਂ ਤੇ ਬਣੀ ਨਗਲਾਈ ਤੇ ਕਾਰਵਾਈ ਕੀਤੀ ਗਈ। ਮੀਟਿੰਗ ਦੌਰਾਨ ਕਾਮਰੇਡ ਅਸ਼ੋਕ ਕੌਸਲ ਜੀ ਨੇ ਨਰੇਗਾ ਮਜ਼ਦੂਰਾਂ ਨੂੰ ਜੱਥੇ ਬੱਧਕ ਹੋਣ ਲਈ ਪ੍ਰੇਰਿਤ ਕੀਤਾ ਗਿਆ ਅਤੇ ਨਾਲ ਹੀ 24 ਅਗਸਤ ਨੂੰ ਕਾਮਰੇਡ ਅਨਿਲ ਭਵਨ ਵੱਡੀ ਗਿਣਤੀ ਵਿੱਚ ਮਜ਼ਦੂਰਾਂ ਨੂੰ ਪਹੁੰਚਣ ਦੀ ਅਪੀਲ ਕੀਤੀ ਗਈ। <box>49 2033 288 2169</box>
book-title-text: ਪੜ੍ਹਕੇ ਅਸੀਂ ਹੋਣਾ ਪਾਸ <box>979 119 1205 201</box>
a1-photo <box>416 223 539 367</box>
masthead <box>0 0 1540 66</box>
a3-col3: ਡਾਇਰੈਕਟਰ ਨਾਈਪਰ ਐਸ.ਏ.ਐਸ. ਨਗਰ ਨੇ ਸੰਬੋਧਨ ਕੀਤਾ। ਉਨ੍ਹਾਂ ਨੇ ਆਪਣੇ ਸੰਬੋਧਨ ਵਿੱਚ ਜਾਨਵਰਾਂ ਦੀ ਖੋਜ ਦੇ ਪ੍ਰਯੋਗਾਂ ਵਿੱਚ ਅੰਤਰਰਾਸ਼ਟਰੀ ਮਿਆਰਾਂ ਦੀ ਪਾਲਣਾ ਅਤੇ ਜਾਨਵਰਾਂ ਦੀ ਸੰਭਾਲ 'ਤੇ ਧਿਆਨ ਦੇਣ ਦੀ ਗੱਲ ਕੀਤੀ। ਵਰਕਸ਼ਾਪ ਵਿੱਚ ਬਾਇਓਮੈਡੀਕਲ ਖੋਜ ਵਿੱਚ ਜਾਨਵਰਾਂ ਦਾ ਨੈਤਿਕ ਇਸਤੇਮਾਲ, ਕਾਨੂੰਨੀ ਢਾਂਚਾ ਅਤੇ ਆਧੁਨਿਕ ਤਕਨੀਕਾਂ ਬਾਰੇ ਵਿਚਾਰ-ਵਟਾਂਦਰਾ ਕੀਤਾ ਜਾਵੇਗਾ। ਇਸ ਤਰ੍ਹਾਂ ਦੀ ਵਰਕਸ਼ਾਪ ਨਵੇਂ ਖੋਜਕਰਤਾਵਾਂ ਲਈ ਬਹੁਤ ਲਾਭਦਾਇਕ ਸਾਬਤ ਹੋਵੇਗੀ ਅਤੇ ਇਸ ਨਾਲ ਨਵੀਆਂ ਤਕਨੀਕਾਂ ਦੀ ਜਾਣਕਾਰੀ ਮਿਲੇਗੀ। <box>408 1483 579 1695</box>
headline-solar: ਸਕੂਲਾਂ ਦੇ ਸੋਲਰ ਪਲਾਂਟ ਸਿਰਫ ਦਿਖਾਵਾ, ਬੱਚਿਆਂ ਨੂੰ ਕੋਈ ਫਾਇਦਾ ਨਹੀਂ: ਆਦਰਸ਼ ਸੋਸ਼ਲ ਵੈਲਫੇਅਰ ਸੁਸਾਇਟੀ <box>775 1600 1466 1698</box>
a5-place: ਪੈਗਾਮ-ਏ-ਜਗਤ/ਹੁਸ਼ਿਆਰਪੁਰ (ਦਲਜੀਤ ਅਜਨੋਹਾ) <box>775 762 931 787</box>
masthead-rule <box>49 68 1534 71</box>
a1-place: ਹੁਸ਼ਿਆਰਪੁਰ (ਦਲਜੀਤ ਅਜਨੋਹਾ) <box>54 240 195 254</box>
book-col3: ਵਰਿੰਦਰ ਦੇ ਅਤੇ ਜੀਵਨ ਨੂੰ ਸਹੀ ਰਾਹ ਵੱਲ ਤੋਰਨ ਲਈ ਪ੍ਰੇਰਿਤ ਕਰਦੀਆਂ ਹਨ। ਬਾਲ ਜੀਵਨ ਨੂੰ ਸ਼ਿੰਗਾਰਨ ਤੇ ਸੰਵਾਰਨ ਵਿੱਚ ਪੁਸਤਕਾਂ ਦਾ ਵੱਡਾ ਯੋਗਦਾਨ ਹੈ। ਇਸ ਸਭ ਕਾਸੇ ਬਾਰੇ ਕਵੀ ਨੇ ਬਹੁਤ ਸ਼ਾਨਦਾਰ ਕਵਿਤਾਵਾਂ ਸਿਰਜੀਆਂ ਹਨ। ਇਹ ਕਵਿਤਾਵਾਂ ਹੱਥ ਸੱਚ ਤੇ ਪਹਿਰਾ ਦੇਣ ਲਈ ਤਿਆਰ ਕਰਦੀਆਂ ਹਨ ਅਤੇ ਜੀਵਨ ਵਿੱਚ ਸਫ਼ਲਤਾ ਪ੍ਰਾਪਤ ਕਰਨ ਦਾ ਗੁਰ ਸਿਖਾਉਂਦੀਆਂ ਹਨ। <box>1240 112 1526 203</box>
a6-lead: ਭਾਰਤੀ ਜਨਤਾ ਪਾਰਟੀ ਦੇ ਜ਼ਿਲ੍ਹਾ ਪ੍ਰਧਾਨ ਦੀ ਅਗਵਾਈ ਹੇਠ ਪੰਜਾਬ ਸਰਕਾਰ ਵਿਰੁੱਧ ਆਪਣਾ ਗੁੱਸਾ ਜ਼ਾਹਿਰ ਕਰਦਿਆਂ ਸਰਕਾਰ ਨੂੰ ਤੱਤੀਆਂ-ਤੱਤੀਆਂ ਸੁਣਾਈਆਂ। ਮਾਮਲਾ ਸੀ ਕਿ ਭਾਜਪਾ ਵਰਕਰਾਂ ਵੱਲੋਂ ਕੇਂਦਰ ਸਰਕਾਰ ਦੀਆਂ ਸਕੀਮਾਂ ਲਈ ਕੈਂਪ ਲਗਾਏ ਜਾ ਰਹੇ ਸਨ। <box>775 1132 1006 1207</box>
a3-place: ਨਾਈਪਰ ਐਸ.ਏ.ਐਸ. ਨਗਰ <box>62 1327 184 1341</box>
a6-col2: ਸਰਕਾਰ ਇਸ ਸਮੇਂ ਪੂਰੀ ਤਰ੍ਹਾਂ ਬੌਖਲਾਹਟ ਵਿਚ ਆਈ ਹੋਈ ਹੈ ਕਿਉਂਕਿ ਪੰਜਾਬ ਸਰਕਾਰ ਆਪਣੇ ਕੀਤੇ ਹੋਏ ਵਾਅਦੇ ਪੂਰੇ ਕਰਨ ਵਿਚ ਨਾਕਾਮ ਰਹੀ ਹੈ। ਉਨ੍ਹਾਂ ਕਿਹਾ ਕਿ ਅੱਜ ਪੰਜਾਬ ਦਾ ਹਰ ਵਰਗ ਸਰਕਾਰ ਤੋਂ ਦੁਖੀ ਹੈ ਅਤੇ ਆਉਣ ਵਾਲੀਆਂ ਚੋਣਾਂ ਵਿੱਚ ਲੋਕ ਇਸ ਸਰਕਾਰ ਨੂੰ ਸਬਕ ਸਿਖਾਉਣਗੇ। <box>1021 1386 1264 1461</box>
rule-a5 <box>775 1035 1534 1037</box>
a2-photo-left <box>49 693 323 870</box>
a6-callout-text: ਕਿਹਾ ! ਆਪ ਨਾ ਜਾਣੀ ਜਗ੍ਹਾਂ ਲੋਕਾਂ ਮੱਤਾਂ ਦੇਣ, ਜ਼ਿਲ੍ਹੇ ਭਰ ਵਿੱਚੋਂ ਤਿੰਨੋਂ ਸਭ-ਡਵੀਜ਼ਨ ਦੇ ਆਗੂਆਂ ਵੱਲੋਂ ਨਵਾਂਸ਼ਹਿਰ ਵਿੱਚ ਪ੍ਰੈਸ ਕਾਨਫਰੰਸ <box>782 1284 988 1352</box>
a4-col2: ਅਗਸਤ ਨੂੰ ਕਾਮਰੇਡ ਅਨਿਲ ਭਵਨ ਵੱਡੀ ਗਿਣਤੀ ਵਿੱਚ ਪਹੁੰਚਣ ਦੀ ਅਪੀਲ ਕੀਤੀ। ਮੀਟਿੰਗ ਵਿੱਚ ਹਾਜ਼ਰ ਸਾਥੀ ਜ਼ਿਲ੍ਹਾ ਪ੍ਰਧਾਨ ਵੀਰ ਸਿੰਘ ਕੰਮੇਆਣਾ, ਅਸ਼ੋਕ ਕੌਸਲ, ਸ਼ੀਲਾ ਰਾਣੀ, ਬਲਕਾਰ ਸਿੰਘ ਸਹੋਤਾ, ਗੁਰਦੀਪ ਸਿੰਘ। <box>297 2253 524 2313</box>
a4-banner: ਨਰੇਗਾ ਰੋਜ਼ਗਾਰ ਪ੍ਰਾਪਤ ਯੂਨੀਅਨ <box>444 2092 629 2123</box>
book-sig-place: ਮਾਹਿਲਪੁਰ (ਹੁਸ਼ਿਆਰਪੁਰ) <box>1413 665 1525 679</box>
a3-byline: (ਪੈਗਾਮ-ਏ-ਜਗਤ) <box>74 1343 152 1357</box>
a4-col3: ਕੰਮੇਆਣਾ, ਗੁਰਵਿੰਦਰ ਸਿੰਘ ਮਚਾਕੀ, ਗੁਰਦੇਵ ਸਿੰਘ, ਵਿਸ਼ਵਕਰਮਾ ਅਤੇ ਪਿੰਡਾਂ ਦੇ ਨਰੇਗਾ ਮਜ਼ਦੂਰ ਸਾਥੀ ਹਾਜ਼ਰ ਸਨ। ਅਖੀਰ ਵਿੱਚ ਸਾਰੇ ਸਾਥੀਆਂ ਦਾ ਧੰਨਵਾਦ ਕੀਤਾ ਗਿਆ। <box>531 2253 762 2313</box>
a2-photo-right <box>330 693 762 870</box>
a6-date: 21 ਅਗਸਤ (ਗੁਰਬਖਸ਼ ਸਿੰਘ ਮਹੇ) <box>795 1113 943 1127</box>
headline-sampla: ਸਾਬਕਾ ਕੇਂਦਰੀ ਰਾਜ ਮੰਤਰੀ ਵਿਜੇ ਸਾਂਪਲਾ ਵੱਲੋਂ ਸੇਵਾ ਕੈਂਪਾਂ ਦੌਰਾਨ ਭਾਜਪਾ ਆਗੂਆਂ ਦੀ ਗਿਰਫ਼ਤਾਰੀ 'ਤੇ ਪੰਜਾਬ <box>49 85 728 182</box>
a2-col1: ਪੰਜਾਬ ਸਰਕਾਰ ਵੱਲੋਂ ਖੇਡਾਂ ਅਤੇ ਨੌਜਵਾਨਾਂ ਨੂੰ ਉਤਸ਼ਾਹਿਤ ਕਰਨ ਲਈ ਚਲਾਈ ਜਾ ਰਹੀ ਵਿਸ਼ੇਸ਼ ਮੁਹਿੰਮ "ਖੇਡਾਂ ਵਤਨ ਪੰਜਾਬ ਦੀਆਂ" ਦੀ ਸ਼ੁਰੂਆਤ ਇਸ ਵਾਰ ਹੁਸ਼ਿਆਰਪੁਰ ਤੋਂ ਹੋਵੇਗੀ। ਇਸ ਸਬੰਧੀ ਰਾਜ ਪੱਧਰੀ ਉਦਘਾਟਨੀ ਸਮਾਰੋਹ 3 ਸਤੰਬਰ ਨੂੰ ਲਾਜਵੰਤੀ ਬਹੁਮੰਤਵੀ ਸਟੇਡੀਅਮ, ਹੁਸ਼ਿਆਰਪੁਰ ਵਿਖੇ ਬੜ੍ਹੇ ਉਤਸ਼ਾਹ ਅਤੇ ਜੋਸ਼ ਨਾਲ ਆਯੋਜਿਤ ਕੀਤਾ ਜਾਵੇਗਾ। ਇਸ ਮੌਕੇ ਕਈ ਰਾਜ ਪੱਧਰੀ ਖੇਡ ਮੁਕਾਬਲੇ ਵੀ ਸ਼ੁਰੂ ਹੋਣਗੇ। ਡਿਪਟੀ ਕਮਿਸ਼ਨਰ ਆਸ਼ਿਕਾ ਜੈਨ ਨੇ ਅੱਜ ਜ਼ਿਲ੍ਹਾ ਪ੍ਰਬੰਧਕੀ ਕੰਪਲੈਕਸ ਵਿਖੇ ਸਬੰਧਤ ਵਿਭਾਗਾਂ ਦੇ ਅਧਿਕਾਰੀਆਂ ਨਾਲ ਮੀਟਿੰਗ ਕਰਕੇ ਸਮਾਗਮ ਦੀਆਂ ਤਿਆਰੀਆਂ ਦਾ ਜਾਇਜ਼ਾ ਲਿਆ। ਉਨ੍ਹਾਂ ਕਿਹਾ ਕਿ ਜ਼ਿਲ੍ਹਾ ਪ੍ਰਸ਼ਾਸਨ ਇਸ ਸਮਾਗਮ ਨੂੰ ਸਫ਼ਲ ਅਤੇ ਯਾਦਗਾਰੀ ਬਣਾਉਣ ਲਈ ਪੂਰੀ ਗੰਭੀਰਤਾ ਨਾਲ ਕੰਮ ਕਰ ਰਿਹਾ ਹੈ। ਉਨ੍ਹਾਂ ਸਬੰਧਤ ਅਧਿਕਾਰੀਆਂ ਨੂੰ ਹਦਾਇਤ ਕੀਤੀ ਕਿ ਹਰ ਪ੍ਰਬੰਧ ਸਮੇਂ ਸਿਰ ਪੂਰਾ ਕੀਤਾ ਜਾਵੇ। <box>49 909 273 1151</box>
a1-col3: ਪੰਜਾਬ ਦੀ ਜਨਤਾ ਕਦੇ ਵੀ ਬਰਦਾਸ਼ਤ ਨਹੀਂ ਕਰੇਗੀ। ਉਨ੍ਹਾਂ ਚੇਤਾਵਨੀ ਦਿੱਤੀ ਕਿ ਜੇਕਰ ਇਹ ਦਮਨਕਾਰੀ ਰਵੱਈਆ ਜਾਰੀ ਰਿਹਾ, ਤਾਂ ਭਾਜਪਾ ਸੂਬੇ ਪੱਧਰ 'ਤੇ ਅੰਦੋਲਨ ਸ਼ੁਰੂ ਕਰੇਗੀ। ਉਨ੍ਹਾਂ ਇਹ ਵੀ ਦੱਸਿਆ ਕਿ ਇਸ ਮਾਮਲੇ ਨੂੰ ਕੇਂਦਰ ਸਰਕਾਰ ਅਤੇ ਰਾਸ਼ਟਰਪਤੀ ਕੋਲ ਵੀ ਲੇ ਜਾਇਆ ਜਾਵੇਗਾ ਅਤੇ ਇਸ ਨੂੰ ਲੋਕਤੰਤਰਕ ਅਤੇ ਕਾਨੂੰਨੀ ਤਰੀਕੇ ਨਾਲ ਹਰ ਪੱਧਰ 'ਤੇ ਲੜੀ ਜਾਵੇਗੀ। ਇਸ ਮੌਕੇ ਕਈ ਭਾਜਪਾ ਆਗੂ ਅਤੇ ਵਰਕਰ ਹਾਜ਼ਰ ਸਨ ਜਿਨ੍ਹਾਂ ਨੇ ਪਾਰਟੀ ਦੀ ਨੀਤੀ ਨਾਲ ਪੂਰੀ ਏਕਜੁੱਟਤਾ ਦਾ ਐਲਾਨ ਕੀਤਾ ਅਤੇ ਮੀਡੀਆ ਨੁਮਾਇੰਦਿਆਂ ਦੀ ਮੌਜੂਦਗੀ ਵਿੱਚ ਗੱਲਬਾਤ ਕੀਤੀ। <box>547 223 762 390</box>
